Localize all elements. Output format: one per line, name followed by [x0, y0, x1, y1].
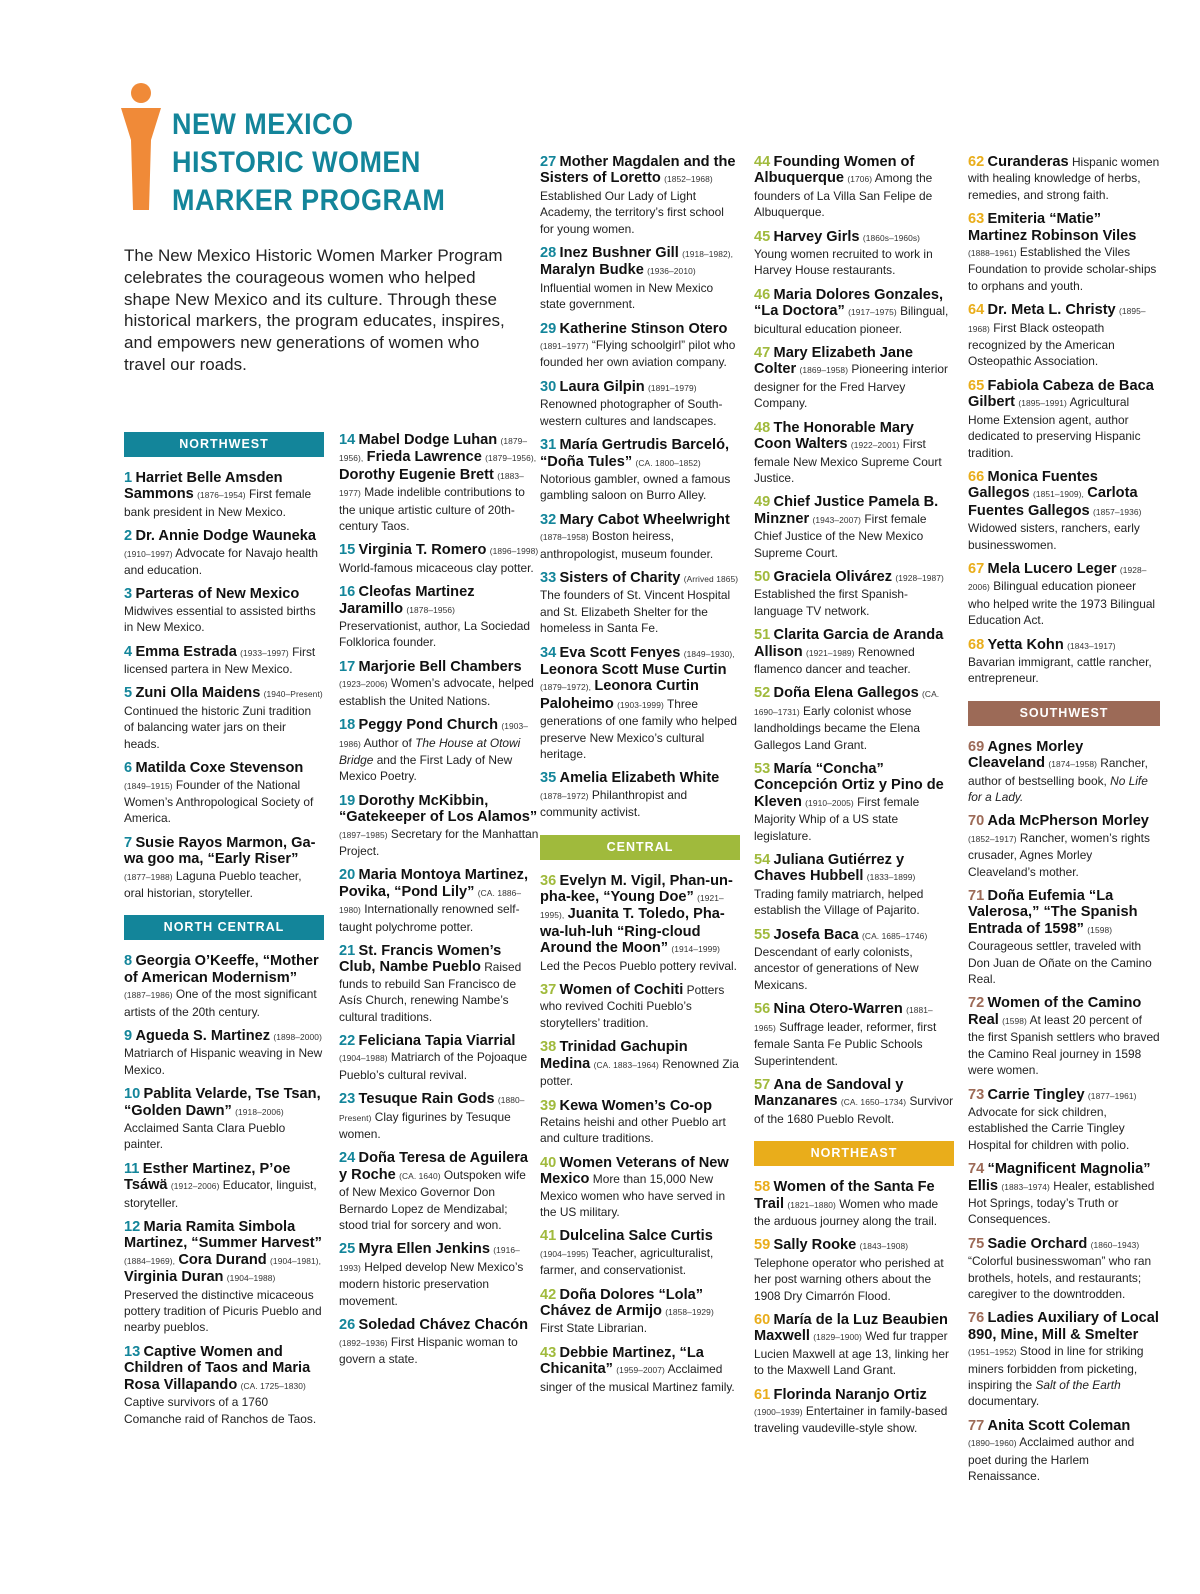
marker-entry: 37 Women of Cochiti Potters who revived Cochiti Pueblo’s storytellers’ tradition.: [540, 982, 725, 1030]
marker-entry: 41 Dulcelina Salce Curtis (1904–1995) Teacher, agriculturalist, farmer, and conservationist.: [540, 1228, 714, 1278]
column-3: [540, 154, 740, 1403]
marker-entry: 70 Ada McPherson Morley (1852–1917) Rancher, women’s rights crusader, Agnes Morley Cleaveland’s mother.: [968, 813, 1150, 879]
marker-entry: 16 Cleofas Martinez Jaramillo (1878–1956) Preservationist, author, La Sociedad Folklorica founder.: [339, 584, 531, 650]
marker-entry: 10 Pablita Velarde, Tse Tsan, “Golden Dawn” (1918–2006) Acclaimed Santa Clara Pueblo painter.: [124, 1086, 321, 1152]
marker-entry: 59 Sally Rooke (1843–1908) Telephone operator who perished at her post warning others about the 1908 Dry Cimarrón Flood.: [754, 1237, 944, 1303]
marker-entry: 64 Dr. Meta L. Christy (1895–1968) First Black osteopath recognized by the American Osteopathic Association.: [968, 302, 1146, 369]
marker-entry: 45 Harvey Girls (1860s–1960s) Young women recruited to work in Harvey House restaurants.: [754, 228, 933, 278]
marker-entry: 65 Fabiola Cabeza de Baca Gilbert (1895–1991) Agricultural Home Extension agent, author dedicated to preserving Hispanic tradition.: [968, 377, 1154, 460]
marker-entry: 67 Mela Lucero Leger (1928–2006) Bilingual education pioneer who helped write the 1973 Bilingual Education Act.: [968, 560, 1156, 628]
marker-entry: 26 Soledad Chávez Chacón (1892–1936) First Hispanic woman to govern a state.: [339, 1317, 529, 1366]
marker-entry: 5 Zuni Olla Maidens (1940–Present) Continued the historic Zuni tradition of balancing water jars on their heads.: [124, 685, 323, 751]
woman-figure-logo: [118, 82, 164, 212]
marker-entry: 75 Sadie Orchard (1860–1943) “Colorful businesswoman” who ran brothels, hotels, and restaurants; caregiver to the downtrodden.: [968, 1235, 1152, 1301]
marker-entry: 15 Virginia T. Romero (1896–1998) World-famous micaceous clay potter.: [339, 542, 539, 575]
marker-entry: 56 Nina Otero-Warren (1881–1965) Suffrage leader, reformer, first female Santa Fe Public Schools Superintendent.: [754, 1001, 937, 1068]
title-line-2: HISTORIC WOMEN: [172, 146, 421, 179]
marker-entry: 73 Carrie Tingley (1877–1961) Advocate for sick children, established the Carrie Tingley Hospital for children with polio.: [968, 1086, 1137, 1152]
region-header-central: CENTRAL: [540, 835, 740, 860]
marker-entry: 68 Yetta Kohn (1843–1917) Bavarian immigrant, cattle rancher, entrepreneur.: [968, 636, 1152, 686]
marker-entry: 8 Georgia O’Keeffe, “Mother of American Modernism” (1887–1986) One of the most significant artists of the 20th century.: [124, 953, 319, 1019]
marker-entry: 63 Emiteria “Matie” Martinez Robinson Viles (1888–1961) Established the Viles Foundation to provide scholar-ships to orphans and youth.: [968, 211, 1157, 293]
marker-entry: 12 Maria Ramita Simbola Martinez, “Summer Harvest” (1884–1969), Cora Durand (1904–1981), Virginia Duran (1904–1988) Preserved the distinctive micaceous pottery tradition of Picuris Pueblo and nearby pueblos.: [124, 1219, 322, 1335]
column-1: [124, 432, 324, 1435]
marker-entry: 24 Doña Teresa de Aguilera y Roche (CA. 1640) Outspoken wife of New Mexico Governor Don Bernardo Lopez de Mendizabal; stood trial for sorcery and won.: [339, 1150, 529, 1233]
marker-entry: 33 Sisters of Charity (Arrived 1865) The founders of St. Vincent Hospital and St. Elizabeth Shelter for the homeless in Santa Fe.: [540, 569, 739, 636]
marker-entry: 1 Harriet Belle Amsden Sammons (1876–1954) First female bank president in New Mexico.: [124, 470, 312, 519]
program-title: [172, 106, 445, 220]
marker-entry: 57 Ana de Sandoval y Manzanares (CA. 1650–1734) Survivor of the 1680 Pueblo Revolt.: [754, 1076, 954, 1126]
marker-entry: 30 Laura Gilpin (1891–1979) Renowned photographer of South-western cultures and landscapes.: [540, 378, 723, 428]
marker-entry: 13 Captive Women and Children of Taos and Maria Rosa Villapando (CA. 1725–1830) Captive survivors of a 1760 Comanche raid of Ranchos de Taos.: [124, 1343, 317, 1426]
marker-entry: 48 The Honorable Mary Coon Walters (1922–2001) First female New Mexico Supreme Court Justice.: [754, 419, 942, 485]
marker-entry: 69 Agnes Morley Cleaveland (1874–1958) Rancher, author of bestselling book, No Life for a Lady.: [968, 738, 1148, 804]
marker-entry: 44 Founding Women of Albuquerque (1706) Among the founders of La Villa San Felipe de Albuquerque.: [754, 154, 933, 220]
marker-entry: 62 Curanderas Hispanic women with healing knowledge of herbs, remedies, and strong faith.: [968, 154, 1160, 202]
marker-entry: 2 Dr. Annie Dodge Wauneka (1910–1997) Advocate for Navajo health and education.: [124, 528, 319, 578]
marker-entry: 18 Peggy Pond Church (1903–1986) Author of The House at Otowi Bridge and the First Lady of New Mexico Poetry.: [339, 717, 529, 784]
marker-entry: 42 Doña Dolores “Lola” Chávez de Armijo (1858–1929) First State Librarian.: [540, 1286, 714, 1336]
marker-entry: 19 Dorothy McKibbin, “Gatekeeper of Los Alamos” (1897–1985) Secretary for the Manhattan Project.: [339, 792, 539, 858]
region-header-north-central: NORTH CENTRAL: [124, 915, 324, 940]
marker-entry: 54 Juliana Gutiérrez y Chaves Hubbell (1833–1899) Trading family matriarch, helped establish the Village of Pajarito.: [754, 852, 924, 918]
marker-entry: 61 Florinda Naranjo Ortiz (1900–1939) Entertainer in family-based traveling vaudeville-style show.: [754, 1386, 948, 1436]
marker-entry: 34 Eva Scott Fenyes (1849–1930), Leonora Scott Muse Curtin (1879–1972), Leonora Curtin Paloheimo (1903-1999) Three generations of one family who helped preserve New Mexico’s cultural heritage.: [540, 644, 737, 761]
marker-entry: 72 Women of the Camino Real (1598) At least 20 percent of the first Spanish settlers who braved the Camino Real journey in 1598 were women.: [968, 995, 1160, 1078]
title-line-1: NEW MEXICO: [172, 108, 354, 141]
marker-entry: 60 María de la Luz Beaubien Maxwell (1829–1900) Wed fur trapper Lucien Maxwell at age 13, linking her to the Maxwell Land Grant.: [754, 1311, 949, 1378]
marker-entry: 66 Monica Fuentes Gallegos (1851–1909), Carlota Fuentes Gallegos (1857–1936) Widowed sisters, ranchers, early businesswomen.: [968, 468, 1142, 552]
marker-entry: 39 Kewa Women’s Co-op Retains heishi and other Pueblo art and culture traditions.: [540, 1097, 726, 1146]
marker-entry: 58 Women of the Santa Fe Trail (1821–1880) Women who made the arduous journey along the trail.: [754, 1179, 939, 1228]
marker-entry: 40 Women Veterans of New Mexico More than 15,000 New Mexico women who have served in the US military.: [540, 1154, 729, 1219]
marker-entry: 9 Agueda S. Martinez (1898–2000) Matriarch of Hispanic weaving in New Mexico.: [124, 1027, 323, 1077]
marker-entry: 74 “Magnificent Magnolia” Ellis (1883–1974) Healer, established Hot Springs, today’s Truth or Consequences.: [968, 1161, 1155, 1227]
column-2: [339, 432, 539, 1375]
marker-entry: 51 Clarita Garcia de Aranda Allison (1921–1989) Renowned flamenco dancer and teacher.: [754, 627, 944, 676]
marker-entry: 32 Mary Cabot Wheelwright (1878–1958) Boston heiress, anthropologist, museum founder.: [540, 511, 730, 561]
region-header-northwest: NORTHWEST: [124, 432, 324, 457]
marker-entry: 53 María “Concha” Concepción Ortiz y Pino de Kleven (1910–2005) First female Majority Whip of a US state legislature.: [754, 761, 944, 843]
marker-entry: 47 Mary Elizabeth Jane Colter (1869–1958) Pioneering interior designer for the Fred Harvey Company.: [754, 345, 948, 411]
title-line-3: MARKER PROGRAM: [172, 184, 446, 217]
marker-entry: 55 Josefa Baca (CA. 1685–1746) Descendant of early colonists, ancestor of generations of New Mexicans.: [754, 926, 928, 992]
marker-entry: 46 Maria Dolores Gonzales, “La Doctora” (1917–1975) Bilingual, bicultural education pioneer.: [754, 286, 949, 336]
marker-entry: 49 Chief Justice Pamela B. Minzner (1943–2007) First female Chief Justice of the New Mexico Supreme Court.: [754, 494, 939, 560]
marker-entry: 76 Ladies Auxiliary of Local 890, Mine, Mill & Smelter (1951–1952) Stood in line for striking miners forbidden from picketing, inspiring the Salt of the Earth documentary.: [968, 1310, 1159, 1409]
marker-entry: 27 Mother Magdalen and the Sisters of Loretto (1852–1968) Established Our Lady of Light Academy, the territory’s first school for young women.: [540, 154, 736, 236]
marker-entry: 50 Graciela Olivárez (1928–1987) Established the first Spanish-language TV network.: [754, 568, 944, 618]
column-5: [968, 154, 1160, 1492]
region-header-northeast: NORTHEAST: [754, 1141, 954, 1166]
marker-entry: 38 Trinidad Gachupin Medina (CA. 1883–1964) Renowned Zia potter.: [540, 1039, 739, 1089]
marker-entry: 17 Marjorie Bell Chambers (1923–2006) Women’s advocate, helped establish the United Nations.: [339, 658, 534, 708]
marker-entry: 20 Maria Montoya Martinez, Povika, “Pond Lily” (CA. 1886–1980) Internationally renowned self-taught polychrome potter.: [339, 867, 529, 934]
marker-entry: 36 Evelyn M. Vigil, Phan-un-pha-kee, “Young Doe” (1921–1995), Juanita T. Toledo, Pha-wa-luh-luh “Ring-cloud Around the Moon” (1914–1999) Led the Pecos Pueblo pottery revival.: [540, 872, 737, 973]
marker-entry: 29 Katherine Stinson Otero (1891–1977) “Flying schoolgirl” pilot who founded her own aviation company.: [540, 320, 736, 370]
column-4: [754, 154, 954, 1445]
marker-entry: 31 María Gertrudis Barceló, “Doña Tules” (CA. 1800–1852) Notorious gambler, owned a famous gambling saloon on Burro Alley.: [540, 437, 731, 503]
marker-entry: 6 Matilda Coxe Stevenson (1849–1915) Founder of the National Women’s Anthropological Society of America.: [124, 760, 314, 826]
marker-entry: 43 Debbie Martinez, “La Chicanita” (1959–2007) Acclaimed singer of the musical Martinez family.: [540, 1344, 735, 1394]
marker-entry: 23 Tesuque Rain Gods (1880–Present) Clay figurines by Tesuque women.: [339, 1091, 525, 1142]
marker-entry: 21 St. Francis Women’s Club, Nambe Pueblo Raised funds to rebuild San Francisco de Asís Church, renewing Nambe’s cultural traditions.: [339, 942, 522, 1024]
marker-entry: 52 Doña Elena Gallegos (CA. 1690–1731) Early colonist whose landholdings became the Elena Gallegos Land Grant.: [754, 685, 940, 752]
marker-entry: 4 Emma Estrada (1933–1997) First licensed partera in New Mexico.: [124, 643, 316, 677]
marker-entry: 3 Parteras of New Mexico Midwives essential to assisted births in New Mexico.: [124, 586, 316, 635]
intro-paragraph: The New Mexico Historic Women Marker Program celebrates the courageous women who helped shape New Mexico and its culture. Through these historical markers, the program educates, inspires, and empowers new generations of women who travel our roads.: [124, 246, 505, 374]
region-header-southwest: SOUTHWEST: [968, 701, 1160, 726]
marker-entry: 77 Anita Scott Coleman (1890–1960) Acclaimed author and poet during the Harlem Renaissance.: [968, 1417, 1135, 1484]
marker-entry: 7 Susie Rayos Marmon, Ga-wa goo ma, “Early Riser” (1877–1988) Laguna Pueblo teacher, oral historian, storyteller.: [124, 834, 316, 900]
marker-entry: 14 Mabel Dodge Luhan (1879–1956), Frieda Lawrence (1879–1956), Dorothy Eugenie Brett (1883–1977) Made indelible contributions to the unique artistic culture of 20th-century Taos.: [339, 432, 537, 534]
woman-figure-icon: [118, 82, 164, 212]
marker-entry: 22 Feliciana Tapia Viarrial (1904–1988) Matriarch of the Pojoaque Pueblo’s cultural revival.: [339, 1033, 528, 1082]
marker-entry: 35 Amelia Elizabeth White (1878–1972) Philanthropist and community activist.: [540, 770, 720, 820]
marker-entry: 71 Doña Eufemia “La Valerosa,” “The Spanish Entrada of 1598” (1598) Courageous settler, traveled with Don Juan de Oñate on the Camino Real.: [968, 888, 1152, 987]
marker-entry: 11 Esther Martinez, P’oe Tsáwä (1912–2006) Educator, linguist, storyteller.: [124, 1160, 317, 1210]
marker-entry: 25 Myra Ellen Jenkins (1916–1993) Helped develop New Mexico’s modern historic preservation movement.: [339, 1241, 524, 1308]
marker-entry: 28 Inez Bushner Gill (1918–1982), Maralyn Budke (1936–2010) Influential women in New Mexico state government.: [540, 245, 734, 312]
